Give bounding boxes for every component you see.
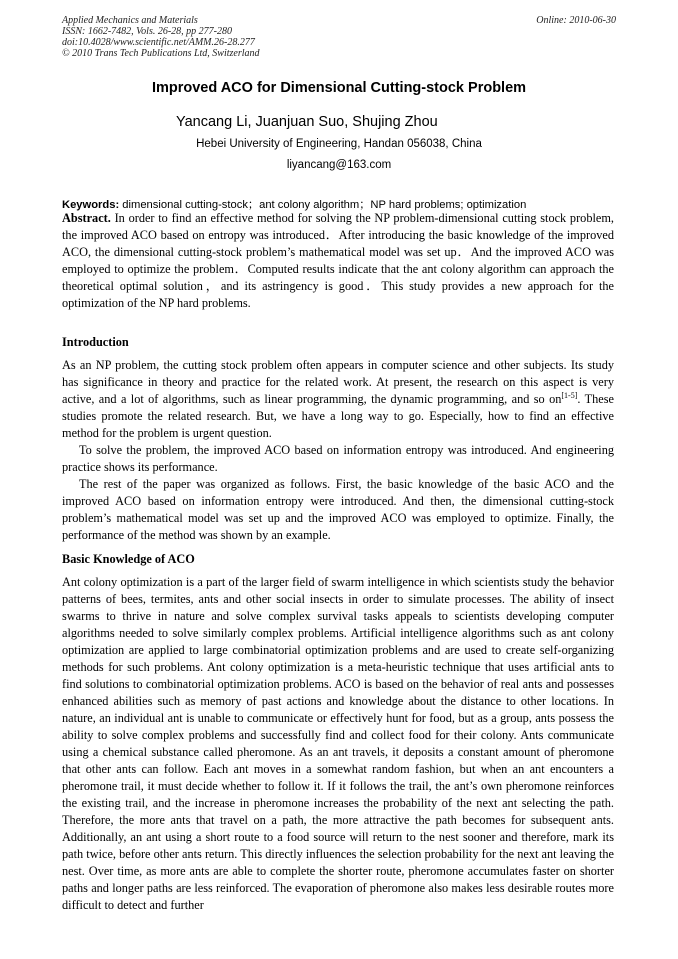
paper-authors: Yancang Li, Juanjuan Suo, Shujing Zhou xyxy=(176,114,438,130)
basic-aco-paragraph: Ant colony optimization is a part of the larger field of swarm intelligence in which scientists study the behavior patterns of bees, termites, ants and other social insects in order to simulate processes. The ability of insect swarms to thrive in nature and solve complex survival tasks appeals to scientists developing computer algorithms needed to solve similarly complex problems. Artificial intelligence algorithms such as ant colony optimization are applied to large combinatorial optimization problems and are used to create self-organizing methods for such problems. Ant colony optimization is a meta-heuristic technique that uses artificial ants to find solutions to combinatorial optimization problems. ACO is based on the behavior of real ants and possesses enhanced abilities such as memory of past actions and knowledge about the distance to other locations. In nature, an individual ant is unable to communicate or effectively hunt for food, but as a group, ants possess the ability to solve complex problems and successfully find and collect food for their colony. Ants communicate using a chemical substance called pheromone. As an ant travels, it deposits a constant amount of pheromone that other ants can follow. Each ant moves in a somewhat random fashion, but when an ant encounters a pheromone trail, it must decide whether to follow it. If it follows the trail, the ant’s own pheromone reinforces the existing trail, and the increase in pheromone increases the probability of the next ant selecting the path. Therefore, the more ants that travel on a path, the more attractive the path becomes for subsequent ants. Additionally, an ant using a short route to a food source will return to the nest sooner and therefore, mark its path twice, before other ants return. This directly influences the selection probability for the next ant leaving the nest. Over time, as more ants are able to complete the shorter route, pheromone accumulates faster on shorter paths and longer paths are less reinforced. The evaporation of pheromone also makes less desirable routes more difficult to detect and further xyxy=(62,575,614,912)
intro-p1-after: . These studies promote the related research. But, we have a long way to go. Especially, how to find an effective method for the problem is urgent question. xyxy=(62,392,614,440)
abstract-text: In order to find an effective method for solving the NP problem-dimensional cutting stock problem, the improved ACO based on entropy was introduced．After introducing the basic knowledge of the improved ACO, the dimensional cutting-stock problem’s mathematical model was set up．And the improved ACO was employed to optimize the problem．Computed results indicate that the ant colony algorithm can approach the theoretical optimal solution，and its astringency is good．This study provides a new approach for the optimization of the NP hard problems. xyxy=(62,211,614,310)
basic-aco-heading: Basic Knowledge of ACO xyxy=(62,552,195,566)
abstract-label: Abstract. xyxy=(62,211,111,225)
introduction-heading: Introduction xyxy=(62,335,129,349)
introduction-paragraph-3: The rest of the paper was organized as follows. First, the basic knowledge of the basic ACO and the improved ACO based on information entropy were introduced. And then, the dimensional cutting-stock problem’s mathematical model was set up and the improved ACO was employed to optimize. Finally, the performance of the method was shown by an example. xyxy=(62,477,614,542)
author-email: liyancang@163.com xyxy=(286,159,392,171)
introduction-paragraph-1 xyxy=(62,357,614,442)
abstract-paragraph xyxy=(62,210,614,312)
abstract-section xyxy=(62,210,614,312)
journal-doi: doi:10.4028/www.scientific.net/AMM.26-28.277 xyxy=(62,37,255,48)
intro-p1-before: As an NP problem, the cutting stock problem often appears in computer science and other subjects. Its study has significance in theory and practice for the related work. At present, the research on this aspect is very active, and a lot of algorithms, such as linear programming, the dynamic programming, and so on xyxy=(62,358,614,406)
basic-aco-section xyxy=(62,574,614,914)
journal-issn: ISSN: 1662-7482, Vols. 26-28, pp 277-280 xyxy=(62,26,232,37)
online-date: Online: 2010-06-30 xyxy=(536,15,616,26)
journal-header xyxy=(62,15,616,59)
citation: [1-5] xyxy=(561,391,578,400)
introduction-section xyxy=(62,357,614,544)
keywords-text: dimensional cutting-stock；ant colony algorithm；NP hard problems; optimization xyxy=(119,199,527,211)
journal-copyright: © 2010 Trans Tech Publications Ltd, Switzerland xyxy=(62,48,260,59)
journal-name: Applied Mechanics and Materials xyxy=(62,15,198,26)
paper-affiliation: Hebei University of Engineering, Handan 056038, China xyxy=(196,138,482,150)
paper-title: Improved ACO for Dimensional Cutting-stock Problem xyxy=(151,80,527,96)
keywords-label: Keywords: xyxy=(62,199,120,211)
introduction-paragraph-2: To solve the problem, the improved ACO based on information entropy was introduced. And engineering practice shows its performance. xyxy=(62,443,614,474)
